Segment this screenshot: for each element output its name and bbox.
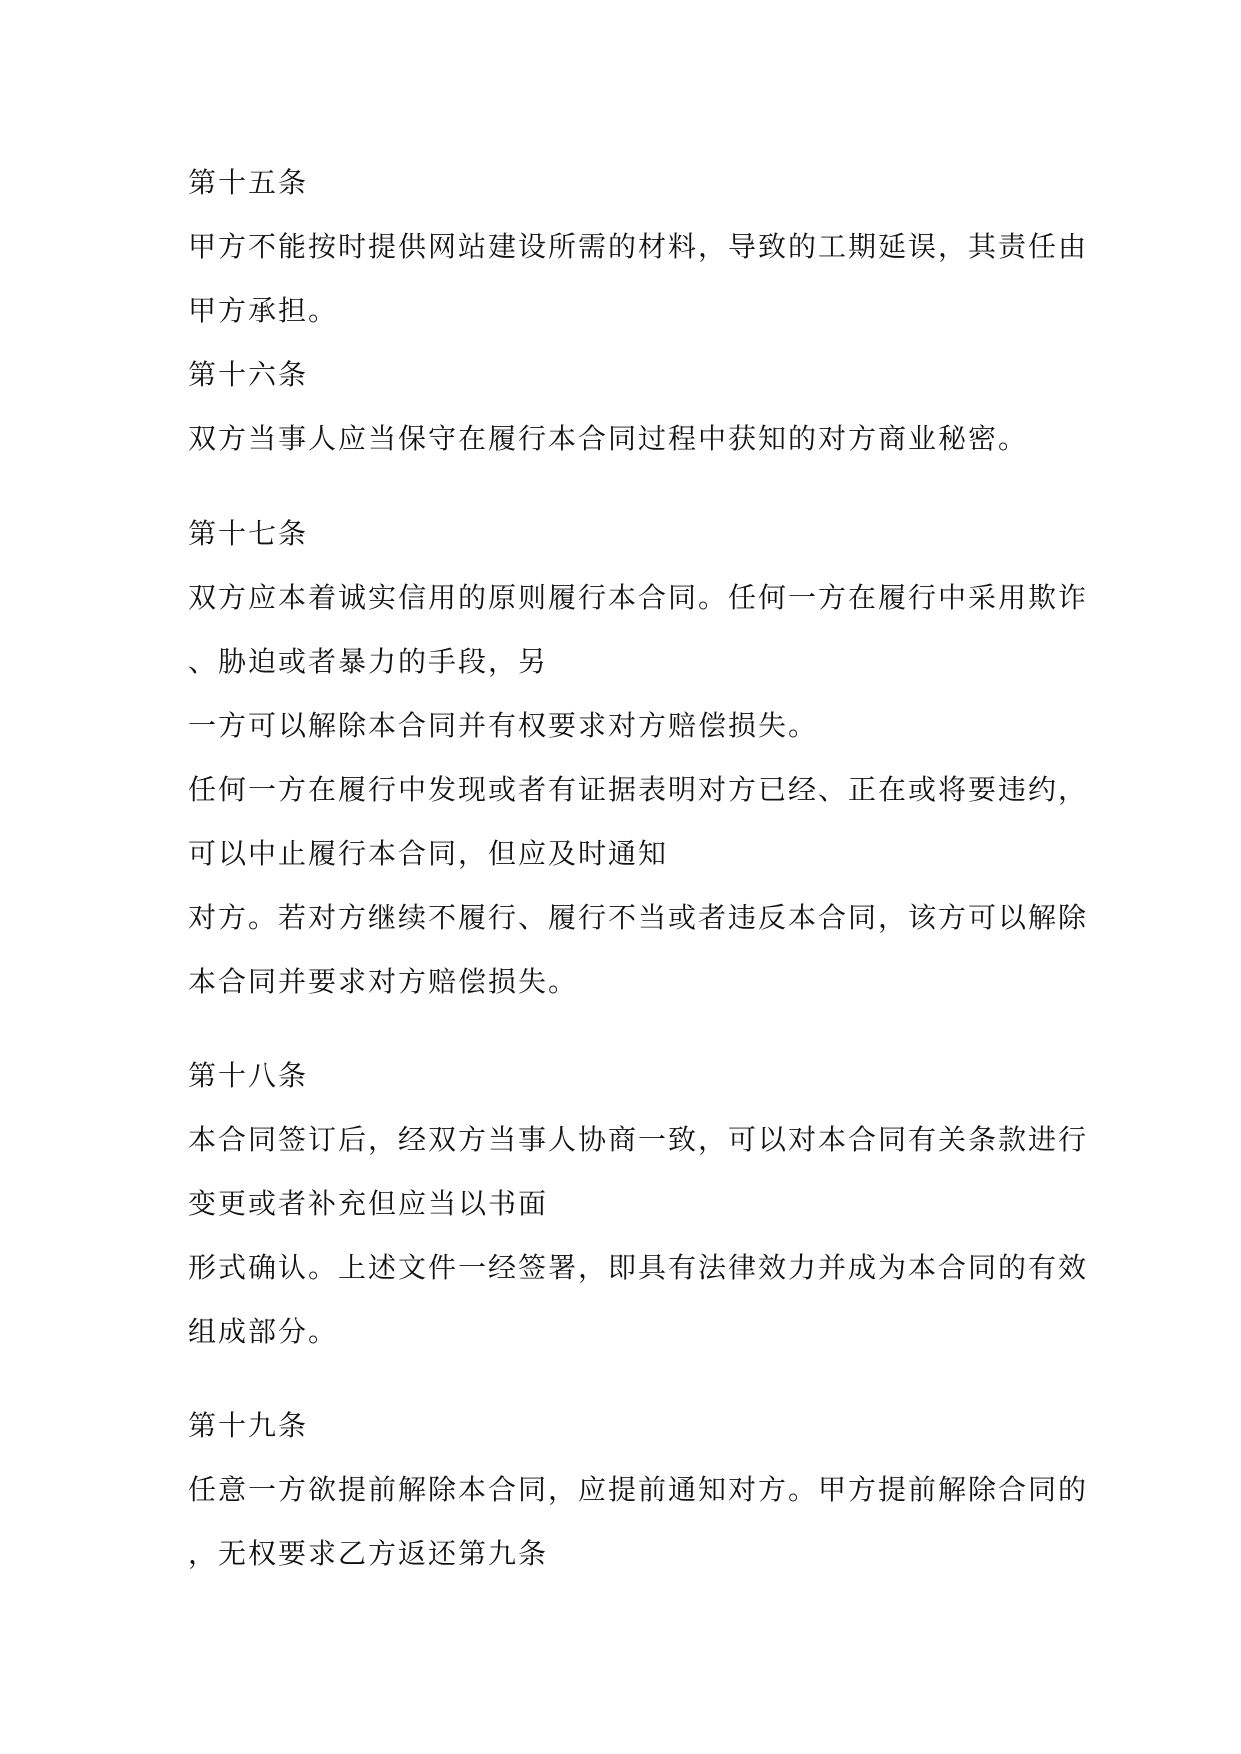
paragraph-line: 双方应本着诚实信用的原则履行本合同。任何一方在履行中采用欺诈 — [188, 581, 1089, 614]
paragraph-line: 形式确认。上述文件一经签署，即具有法律效力并成为本合同的有效 — [188, 1251, 1089, 1284]
article-heading: 第十九条 — [188, 1409, 309, 1442]
paragraph-line: 本合同签订后，经双方当事人协商一致，可以对本合同有关条款进行 — [188, 1123, 1089, 1156]
paragraph-line: 双方当事人应当保守在履行本合同过程中获知的对方商业秘密。 — [188, 422, 1029, 455]
paragraph-line: 、胁迫或者暴力的手段，另 — [188, 645, 549, 678]
paragraph-line: 对方。若对方继续不履行、履行不当或者违反本合同，该方可以解除 — [188, 901, 1089, 934]
article-heading: 第十六条 — [188, 358, 309, 391]
article-heading: 第十八条 — [188, 1059, 309, 1092]
paragraph-line: 任意一方欲提前解除本合同，应提前通知对方。甲方提前解除合同的 — [188, 1473, 1089, 1506]
paragraph-line: 一方可以解除本合同并有权要求对方赔偿损失。 — [188, 709, 819, 742]
paragraph-line: 变更或者补充但应当以书面 — [188, 1187, 549, 1220]
article-heading: 第十七条 — [188, 517, 309, 550]
paragraph-line: ，无权要求乙方返还第九条 — [188, 1537, 549, 1570]
paragraph-line: 任何一方在履行中发现或者有证据表明对方已经、正在或将要违约， — [188, 773, 1089, 806]
paragraph-line: 甲方不能按时提供网站建设所需的材料，导致的工期延误，其责任由 — [188, 230, 1089, 263]
article-heading: 第十五条 — [188, 166, 309, 199]
paragraph-line: 本合同并要求对方赔偿损失。 — [188, 965, 579, 998]
paragraph-line: 甲方承担。 — [188, 294, 339, 327]
paragraph-line: 组成部分。 — [188, 1315, 339, 1348]
paragraph-line: 可以中止履行本合同，但应及时通知 — [188, 837, 669, 870]
